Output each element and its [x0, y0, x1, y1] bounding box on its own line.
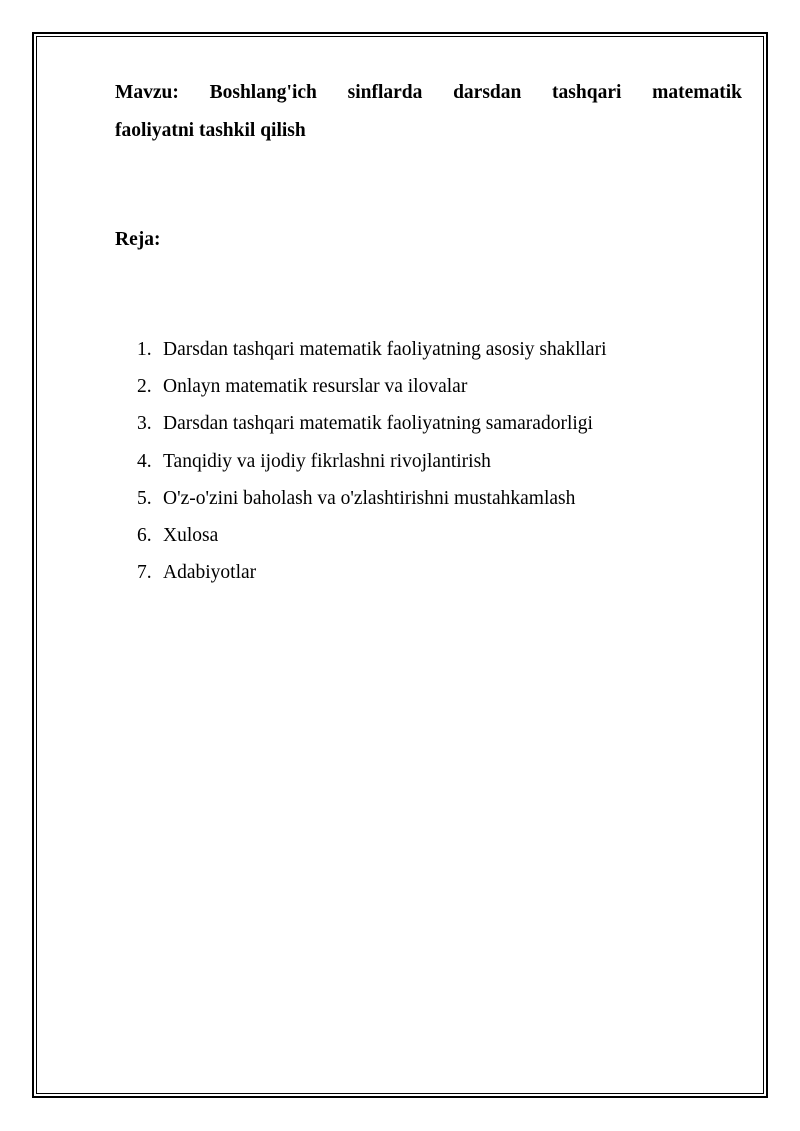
- list-item: [137, 487, 607, 524]
- plan-list: [137, 338, 607, 598]
- list-item-text: Tanqidiy va ijodiy fikrlashni rivojlantirish: [163, 450, 491, 472]
- list-item: [137, 524, 607, 561]
- list-item-number: 5.: [137, 487, 152, 509]
- list-item-number: 4.: [137, 450, 152, 472]
- list-item-text: Darsdan tashqari matematik faoliyatning samaradorligi: [163, 413, 593, 435]
- list-item-text: Xulosa: [163, 524, 219, 546]
- list-item-number: 7.: [137, 562, 152, 584]
- list-item: [137, 338, 607, 375]
- list-item-number: 6.: [137, 524, 152, 546]
- list-item: [137, 561, 607, 598]
- list-item: [137, 375, 607, 412]
- list-item-number: 2.: [137, 376, 152, 398]
- list-item: [137, 412, 607, 449]
- list-item: [137, 450, 607, 487]
- list-item-text: Onlayn matematik resurslar va ilovalar: [163, 376, 468, 398]
- title-line-2: faoliyatni tashkil qilish: [115, 120, 306, 141]
- document-title: [115, 74, 742, 150]
- plan-heading: Reja:: [115, 229, 161, 250]
- list-item-text: Darsdan tashqari matematik faoliyatning asosiy shakllari: [163, 339, 607, 360]
- list-item-number: 1.: [137, 339, 152, 360]
- list-item-text: Adabiyotlar: [163, 562, 257, 584]
- title-line-1: Mavzu: Boshlang'ich sinflarda darsdan tashqari matematik: [115, 82, 742, 103]
- list-item-text: O'z-o'zini baholash va o'zlashtirishni mustahkamlash: [163, 487, 576, 509]
- list-item-number: 3.: [137, 413, 152, 435]
- document-body: [115, 74, 742, 584]
